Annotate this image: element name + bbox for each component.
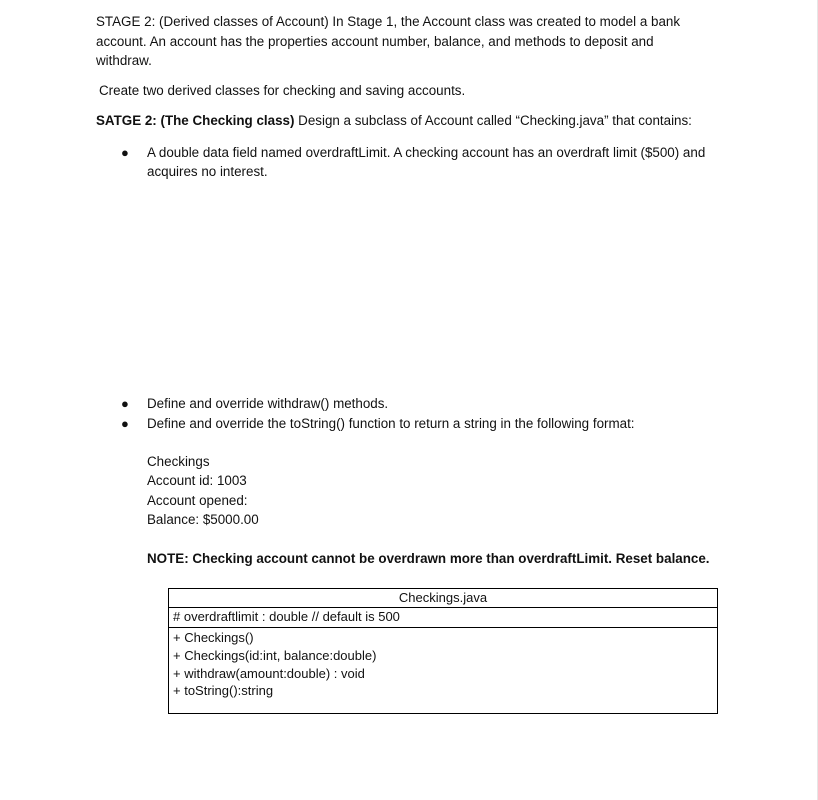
uml-class-name: Checkings.java (169, 589, 717, 608)
sample-line: Account id: 1003 (147, 473, 247, 489)
bullet-overdraft-line-1: A double data field named overdraftLimit. A checking account has an overdraft limit ($500) and (147, 145, 706, 160)
uml-class-diagram (168, 588, 718, 714)
intro-line-2: account. An account has the properties account number, balance, and methods to deposit and (96, 33, 654, 49)
uml-attributes: # overdraftlimit : double // default is 500 (169, 608, 717, 628)
stage-heading-rest: Design a subclass of Account called “Checking.java” that contains: (294, 113, 692, 128)
sample-line: Balance: $5000.00 (147, 511, 259, 527)
sample-output (147, 452, 259, 529)
intro-line-1: STAGE 2: (Derived classes of Account) In Stage 1, the Account class was created to model a bank (96, 14, 681, 29)
note-text: NOTE: Checking account cannot be overdrawn more than overdraftLimit. Reset balance. (147, 551, 710, 566)
intro-line-3: withdraw. (96, 53, 152, 68)
sample-line: Checkings (147, 454, 210, 469)
bullet-withdraw-text: Define and override withdraw() methods. (147, 396, 389, 411)
create-text: Create two derived classes for checking and saving accounts. (99, 83, 466, 98)
uml-method: + Checkings() (173, 630, 254, 645)
uml-methods (169, 628, 717, 700)
bullet-tostring-text: Define and override the toString() function to return a string in the following format: (147, 416, 635, 431)
bullet-dot: ● (121, 396, 129, 411)
stage-heading (96, 111, 692, 131)
bullet-dot: ● (121, 416, 129, 431)
stage-heading-bold: SATGE 2: (The Checking class) (96, 113, 295, 128)
intro-paragraph (96, 12, 680, 71)
uml-method: + withdraw(amount:double) : void (173, 665, 365, 681)
sample-line: Account opened: (147, 492, 248, 508)
bullet-overdraft-line-2: acquires no interest. (147, 164, 268, 179)
bullet-dot: ● (121, 145, 129, 160)
uml-method: + Checkings(id:int, balance:double) (173, 647, 377, 663)
uml-method: + toString():string (173, 683, 274, 699)
